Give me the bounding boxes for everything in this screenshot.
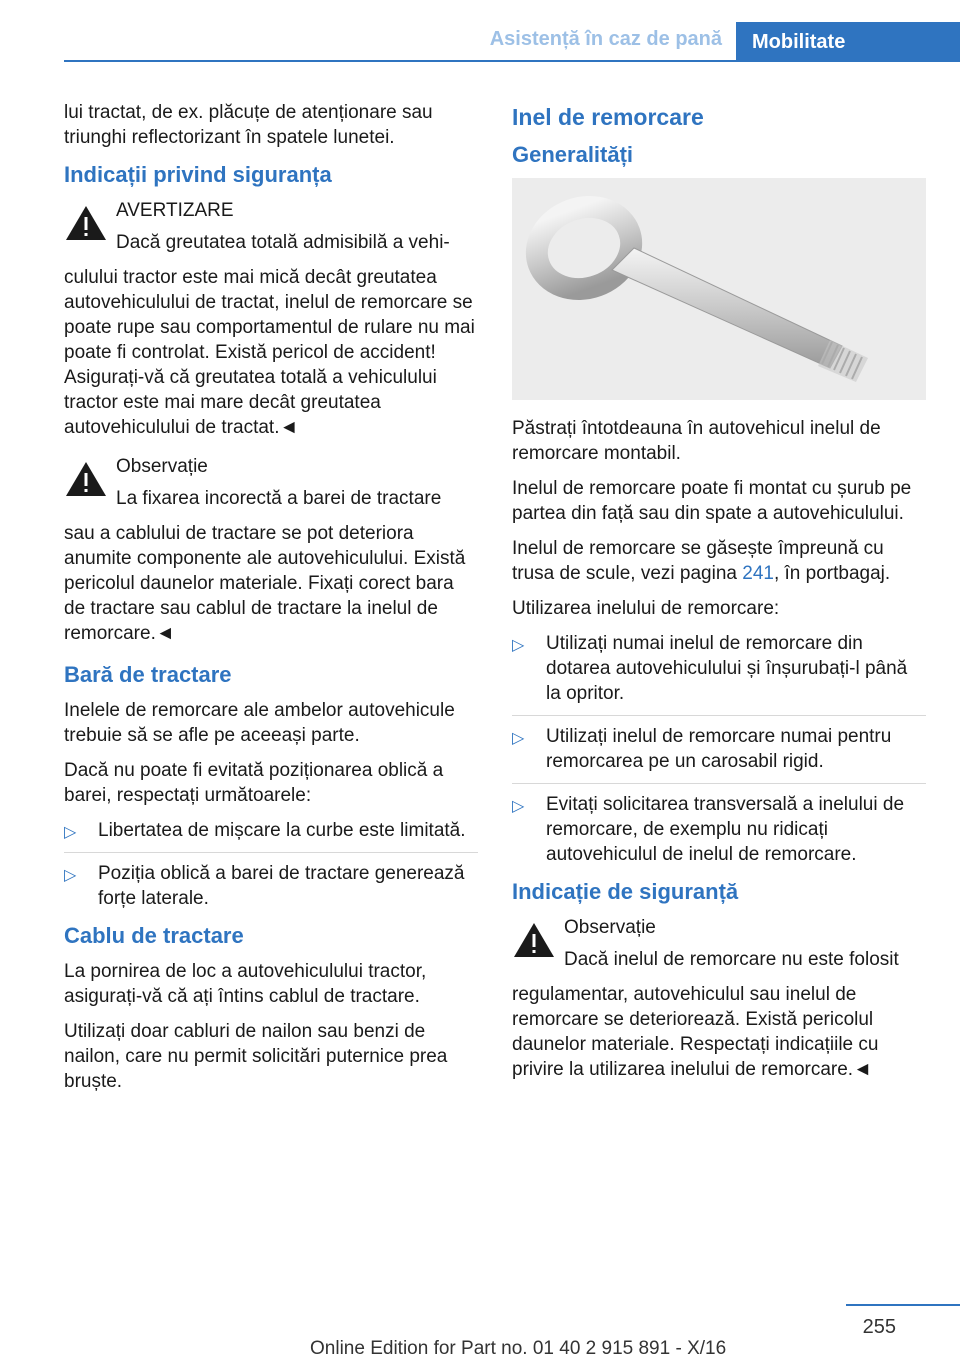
note-first-line: Dacă inelul de remorcare nu este folosit bbox=[564, 949, 899, 970]
caution-triangle-icon bbox=[512, 921, 556, 959]
tow-bar-paragraph-1: Inelele de remorcare ale ambelor autovehicule trebuie să se afle pe aceeași parte. bbox=[64, 700, 455, 746]
tow-cable-heading: Cablu de tractare bbox=[64, 923, 244, 948]
note-title: Observație bbox=[116, 456, 208, 477]
bullet-triangle-icon: ▷ bbox=[512, 637, 525, 654]
warning-block bbox=[64, 198, 478, 440]
warning-triangle-icon bbox=[64, 204, 108, 242]
note-block bbox=[64, 454, 478, 646]
bullet-triangle-icon: ▷ bbox=[64, 824, 77, 841]
intro-paragraph: lui tractat, de ex. plăcuțe de atenționare sau triunghi reflectorizant în spatele lunetei. bbox=[64, 102, 433, 148]
list-item: ▷ Utilizați inelul de remorcare numai pentru remorcarea pe un carosabil rigid. bbox=[512, 726, 892, 772]
header-chapter-tab: Mobilitate bbox=[736, 22, 960, 62]
divider bbox=[512, 715, 926, 716]
left-column bbox=[64, 100, 478, 1104]
warning-text: culului tractor este mai mică decât greutatea autovehiculului de tractat, inelul de remorcare se poate rupe sau comportamentul de rulare nu mai poate fi controlat. Există pericol de accident! Asigurați-vă că greutatea totală a vehiculului tractor este mai mare decât greutatea autovehiculului de tractat.◄ bbox=[64, 267, 475, 438]
note-text: regulamentar, autovehiculul sau inelul de remorcare se deteriorează. Există pericolul daunelor materiale. Respectați indicațiile cu privire la utilizarea inelului de remorcare.◄ bbox=[512, 984, 879, 1080]
paragraph-mounting: Inelul de remorcare poate fi montat cu șurub pe partea din față sau din spate a autovehiculului. bbox=[512, 478, 912, 524]
page-number: 255 bbox=[862, 1316, 896, 1338]
list-item: ▷ Utilizați numai inelul de remorcare din dotarea autovehiculului și înșurubați-l până la opritor. bbox=[512, 633, 908, 704]
tow-bar-paragraph-2: Dacă nu poate fi evitată poziționarea oblică a barei, respectați următoarele: bbox=[64, 760, 444, 806]
note-text: sau a cablului de tractare se pot deteriora anumite componente ale autovehiculului. Există pericolul daunelor materiale. Fixați corect bara de tractare sau cablul de tractare la inelul de remorcare.◄ bbox=[64, 523, 466, 644]
tow-bar-list bbox=[64, 818, 478, 911]
safety-note-heading: Indicație de siguranță bbox=[512, 879, 739, 904]
header-section-title: Asistență în caz de pană bbox=[489, 28, 722, 50]
paragraph-usage-intro: Utilizarea inelului de remorcare: bbox=[512, 598, 780, 619]
tow-ring-heading: Inel de remorcare bbox=[512, 104, 704, 130]
general-heading: Generalități bbox=[512, 142, 634, 167]
header-rule bbox=[64, 60, 960, 62]
bullet-triangle-icon: ▷ bbox=[512, 730, 525, 747]
safety-heading: Indicații privind siguranța bbox=[64, 162, 332, 187]
paragraph-location: Inelul de remorcare se găsește împreună cu trusa de scule, vezi pagina 241, în portbagaj. bbox=[512, 538, 891, 584]
right-column bbox=[512, 100, 926, 1096]
caution-triangle-icon bbox=[64, 460, 108, 498]
list-item: ▷ Libertatea de mișcare la curbe este limitată. bbox=[64, 818, 478, 843]
tow-bar-heading: Bară de tractare bbox=[64, 662, 232, 687]
note-block bbox=[512, 915, 926, 1082]
tow-cable-paragraph-2: Utilizați doar cabluri de nailon sau benzi de nailon, care nu permit solicitări puternice prea bruște. bbox=[64, 1021, 448, 1092]
tow-ring-illustration bbox=[512, 178, 926, 400]
warning-title: AVERTIZARE bbox=[116, 200, 234, 221]
page-header bbox=[64, 22, 960, 62]
divider bbox=[512, 783, 926, 784]
divider bbox=[64, 852, 478, 853]
bullet-triangle-icon: ▷ bbox=[512, 798, 525, 815]
edition-note: Online Edition for Part no. 01 40 2 915 891 - X/16 bbox=[310, 1338, 727, 1359]
bullet-triangle-icon: ▷ bbox=[64, 867, 77, 884]
list-item: ▷ Evitați solicitarea transversală a inelului de remorcare, de exemplu nu ridicați autovehiculul de inelul de remorcare. bbox=[512, 794, 905, 865]
warning-first-line: Dacă greutatea totală admisibilă a vehi- bbox=[116, 232, 450, 253]
tow-cable-paragraph-1: La pornirea de loc a autovehiculului tractor, asigurați-vă că ați întins cablul de tractare. bbox=[64, 961, 427, 1007]
note-title: Observație bbox=[564, 917, 656, 938]
tow-ring-image bbox=[512, 178, 926, 400]
page-reference-link[interactable]: 241 bbox=[742, 563, 774, 584]
usage-list bbox=[512, 631, 926, 867]
footer-rule bbox=[846, 1304, 960, 1306]
paragraph-keep-ring: Păstrați întotdeauna în autovehicul inelul de remorcare montabil. bbox=[512, 418, 881, 464]
list-item: ▷ Poziția oblică a barei de tractare generează forțe laterale. bbox=[64, 863, 465, 909]
note-first-line: La fixarea incorectă a barei de tractare bbox=[116, 488, 442, 509]
